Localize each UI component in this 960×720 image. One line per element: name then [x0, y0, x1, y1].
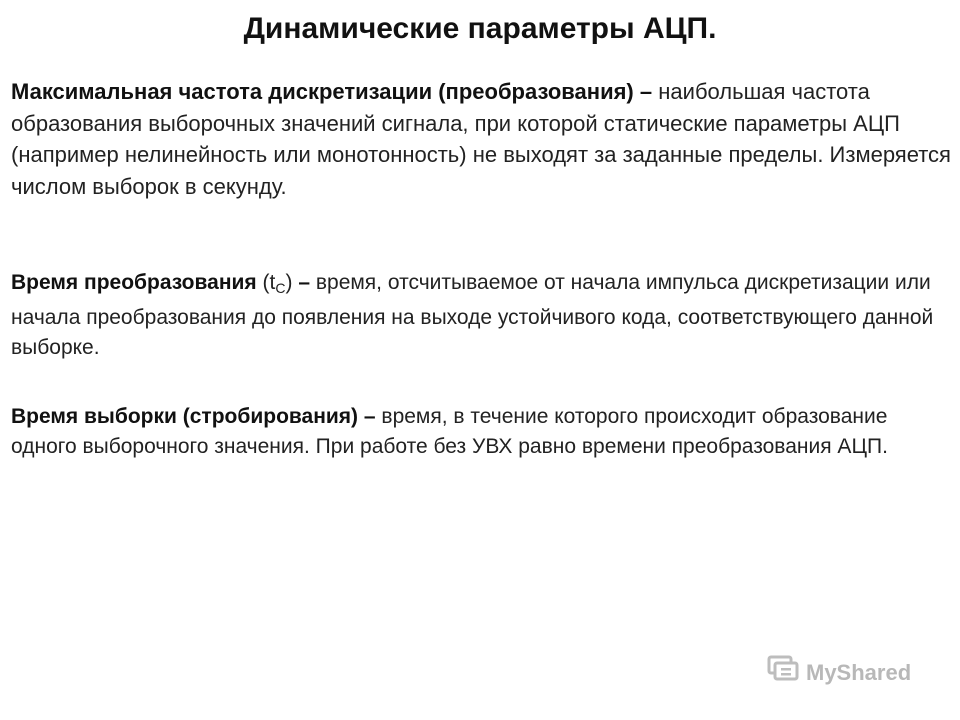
- paragraph-conversion-time: [11, 268, 951, 363]
- symbol-open: (t: [262, 271, 276, 294]
- definition-text: время, отсчитываемое от начала импульса дискретизации или начала преобразования до появления на выходе устойчивого кода, соответствующего данной выборке.: [11, 271, 934, 359]
- watermark: [766, 655, 911, 690]
- watermark-text: MyShared: [806, 659, 912, 685]
- definition-text: наибольшая частота образования выборочных значений сигнала, при которой статические параметры АЦП (например нелинейность или монотонность) не выходят за заданные пределы. Измеряется числом выборок в секунду.: [11, 79, 951, 199]
- myshared-logo-icon: [766, 655, 800, 690]
- term-dash: –: [639, 79, 653, 104]
- term-conversion-time: Время преобразования: [11, 271, 257, 294]
- symbol-subscript: C: [275, 280, 286, 296]
- term-dash: –: [363, 405, 376, 428]
- term-dash: –: [298, 271, 311, 294]
- paragraph-max-sampling-rate: [11, 76, 951, 202]
- paragraph-sampling-time: [11, 402, 951, 462]
- term-max-sampling-rate: Максимальная частота дискретизации (преобразования): [11, 79, 634, 104]
- term-sampling-time: Время выборки (стробирования): [11, 405, 359, 428]
- symbol-close: ): [285, 271, 293, 294]
- definition-text: время, в течение которого происходит образование одного выборочного значения. При работе без УВХ равно времени преобразования АЦП.: [11, 405, 888, 458]
- page-title: Динамические параметры АЦП.: [243, 12, 717, 45]
